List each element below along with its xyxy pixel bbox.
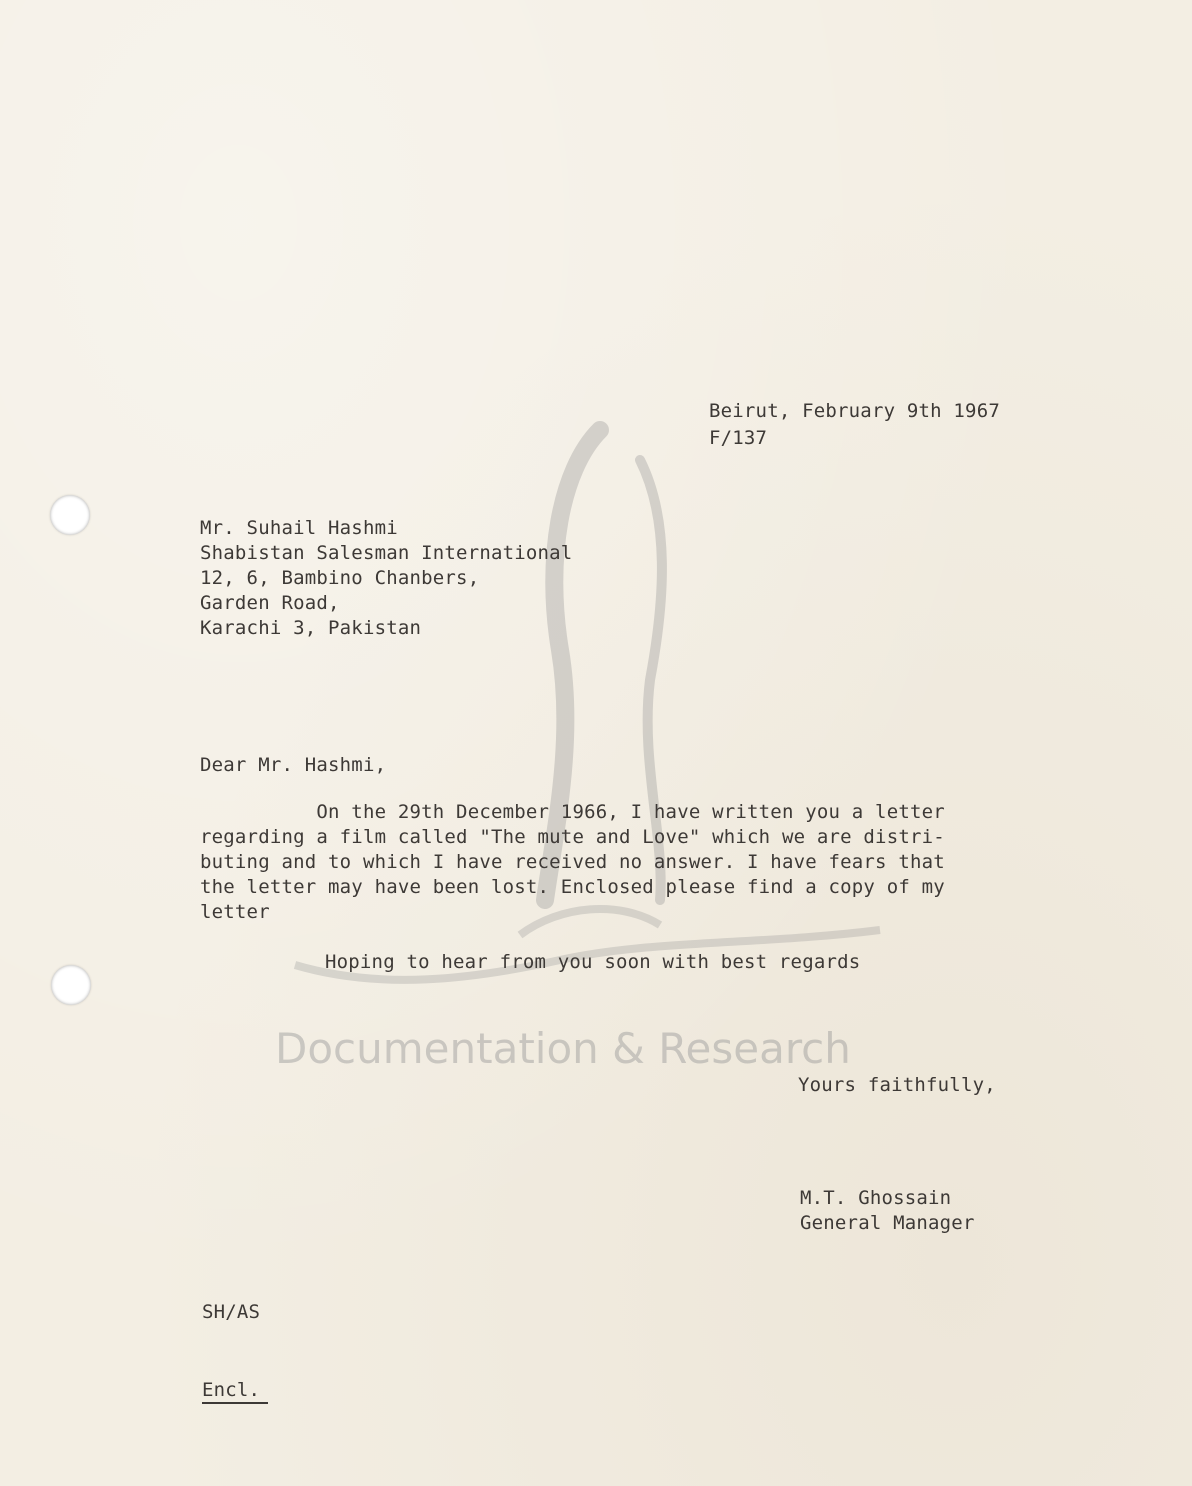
typist-initials: SH/AS [202,1301,261,1323]
closing-line: Hoping to hear from you soon with best regards [325,951,861,973]
enclosure-underline [202,1402,268,1404]
punch-hole [51,965,91,1005]
recipient-line: Shabistan Salesman International [200,542,573,564]
body-line: the letter may have been lost. Enclosed please find a copy of my [200,876,945,898]
recipient-line: Mr. Suhail Hashmi [200,517,398,539]
body-line: letter [200,901,270,923]
letter-reference: F/137 [709,427,768,449]
salutation: Dear Mr. Hashmi, [200,754,387,776]
enclosure-note: Encl. [202,1379,261,1401]
complimentary-close: Yours faithfully, [798,1074,996,1096]
signatory-title: General Manager [800,1212,975,1234]
letter-date: Beirut, February 9th 1967 [709,400,1000,422]
recipient-line: 12, 6, Bambino Chanbers, [200,567,480,589]
body-line: buting and to which I have received no answer. I have fears that [200,851,945,873]
recipient-line: Karachi 3, Pakistan [200,617,422,639]
recipient-line: Garden Road, [200,592,340,614]
punch-hole [50,495,90,535]
body-line: On the 29th December 1966, I have written you a letter [200,801,945,823]
body-line: regarding a film called "The mute and Love" which we are distri- [200,826,945,848]
signatory-name: M.T. Ghossain [800,1187,952,1209]
watermark-text: Documentation & Research [275,1024,851,1073]
